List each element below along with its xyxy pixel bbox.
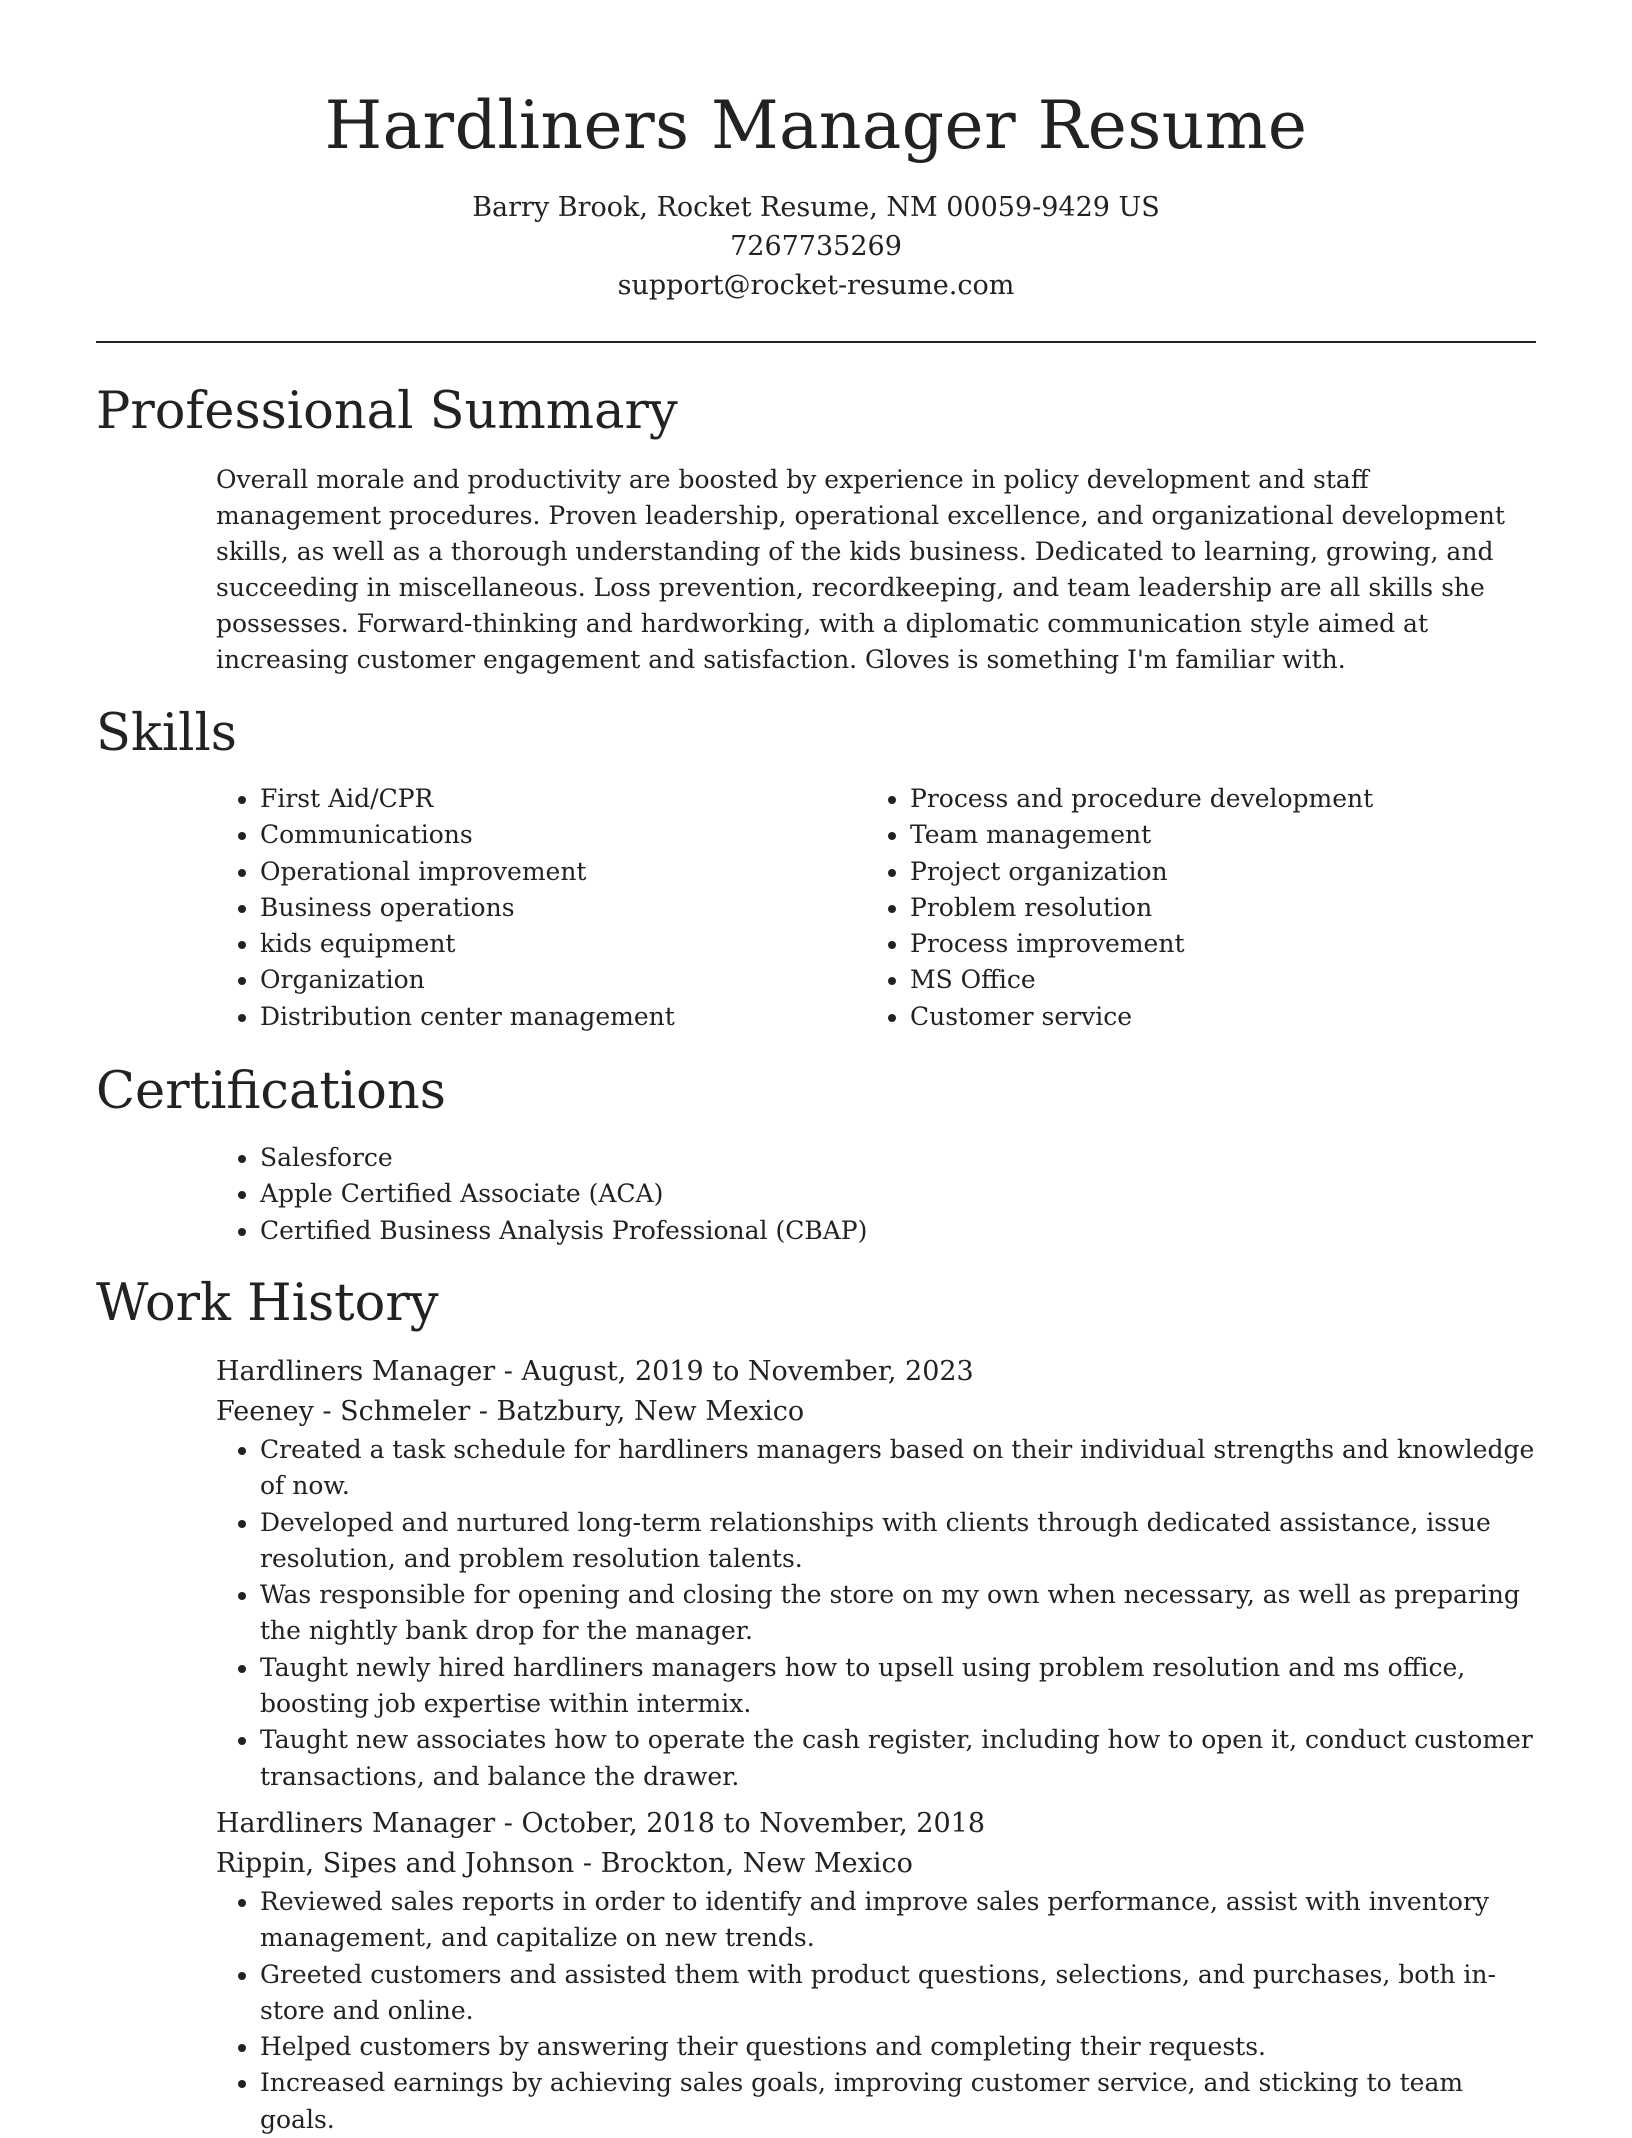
skill-item: • Operational improvement [260, 854, 856, 890]
job-bullet: • Was responsible for opening and closing the store on my own when necessary, as well as preparing the nightly bank drop for the manager. [260, 1577, 1536, 1650]
skill-item: • First Aid/CPR [260, 781, 856, 817]
job-location: Brockton, New Mexico [600, 1848, 913, 1879]
job-bullet: • Developed and nurtured long-term relationships with clients through dedicated assistance, issue resolution, and problem resolution talents. [260, 1505, 1536, 1578]
contact-address: Barry Brook, Rocket Resume, NM 00059-9429 US [472, 192, 1160, 223]
skill-item: • Problem resolution [910, 890, 1506, 926]
skill-item: • Organization [260, 962, 856, 998]
skill-item: • Process and procedure development [910, 781, 1506, 817]
job-bullets [216, 1432, 1536, 1795]
skill-item: • MS Office [910, 962, 1506, 998]
skill-item: • Process improvement [910, 926, 1506, 962]
skill-item: • Distribution center management [260, 999, 856, 1035]
separator: - [495, 1808, 522, 1839]
skill-item: • Customer service [910, 999, 1506, 1035]
job-dates: October, 2018 to November, 2018 [521, 1808, 986, 1839]
job-company-line [216, 1844, 1536, 1884]
certification-item: • Salesforce [260, 1140, 1536, 1176]
job-entry [216, 1804, 1536, 2138]
job-bullet: • Greeted customers and assisted them with product questions, selections, and purchases, both in-store and online. [260, 1957, 1536, 2030]
skills-right-list [866, 781, 1506, 1035]
job-title-line [216, 1804, 1536, 1844]
job-title: Hardliners Manager [216, 1356, 496, 1387]
skills-left-list [216, 781, 856, 1035]
job-bullet: • Taught new associates how to operate the cash register, including how to open it, conduct customer transactions, and balance the drawer. [260, 1722, 1536, 1795]
separator: - [470, 1396, 497, 1427]
skill-item: • Business operations [260, 890, 856, 926]
job-location: Batzbury, New Mexico [496, 1396, 805, 1427]
summary-heading: Professional Summary [96, 382, 678, 441]
contact-phone: 7267735269 [730, 231, 902, 262]
certifications-list [216, 1140, 1536, 1249]
job-company: Feeney - Schmeler [216, 1396, 471, 1427]
header-divider [96, 341, 1536, 343]
contact-email: support@rocket-resume.com [617, 270, 1015, 301]
job-bullet: • Increased earnings by achieving sales goals, improving customer service, and sticking to team goals. [260, 2065, 1536, 2138]
resume-header [96, 78, 1536, 305]
skills-right-column [866, 781, 1506, 1035]
job-bullet: • Created a task schedule for hardliners managers based on their individual strengths and knowledge of now. [260, 1432, 1536, 1505]
skill-item: • Project organization [910, 854, 1506, 890]
separator: - [574, 1848, 601, 1879]
job-title-line [216, 1352, 1536, 1392]
job-bullet: • Taught newly hired hardliners managers how to upsell using problem resolution and ms office, boosting job expertise within intermix. [260, 1650, 1536, 1723]
certification-item: • Apple Certified Associate (ACA) [260, 1176, 1536, 1212]
skills-heading: Skills [96, 704, 237, 763]
resume-title: Hardliners Manager Resume [324, 87, 1308, 164]
skill-item: • Team management [910, 817, 1506, 853]
certifications-block [216, 1140, 1536, 1249]
job-company: Rippin, Sipes and Johnson [216, 1848, 575, 1879]
certification-item: • Certified Business Analysis Professional (CBAP) [260, 1213, 1536, 1249]
job-dates: August, 2019 to November, 2023 [521, 1356, 974, 1387]
certifications-heading: Certifications [96, 1062, 446, 1121]
skill-item: • kids equipment [260, 926, 856, 962]
skills-left-column [216, 781, 856, 1035]
job-bullets [216, 1884, 1536, 2138]
job-company-line [216, 1392, 1536, 1432]
job-title: Hardliners Manager [216, 1808, 496, 1839]
separator: - [495, 1356, 522, 1387]
job-bullet: • Reviewed sales reports in order to identify and improve sales performance, assist with inventory management, and capitalize on new trends. [260, 1884, 1536, 1957]
summary-text: Overall morale and productivity are boosted by experience in policy development and staff management procedures. Proven leadership, operational excellence, and organizational development skills, as well as a thorough understanding of the kids business. Dedicated to learning, growing, and succeeding in miscellaneous. Loss prevention, recordkeeping, and team leadership are all skills she possesses. Forward-thinking and hardworking, with a diplomatic communication style aimed at increasing customer engagement and satisfaction. Gloves is something I'm familiar with. [216, 465, 1505, 674]
job-bullet: • Helped customers by answering their questions and completing their requests. [260, 2029, 1536, 2065]
work-history-heading: Work History [96, 1274, 439, 1333]
job-entry [216, 1352, 1536, 1795]
skill-item: • Communications [260, 817, 856, 853]
